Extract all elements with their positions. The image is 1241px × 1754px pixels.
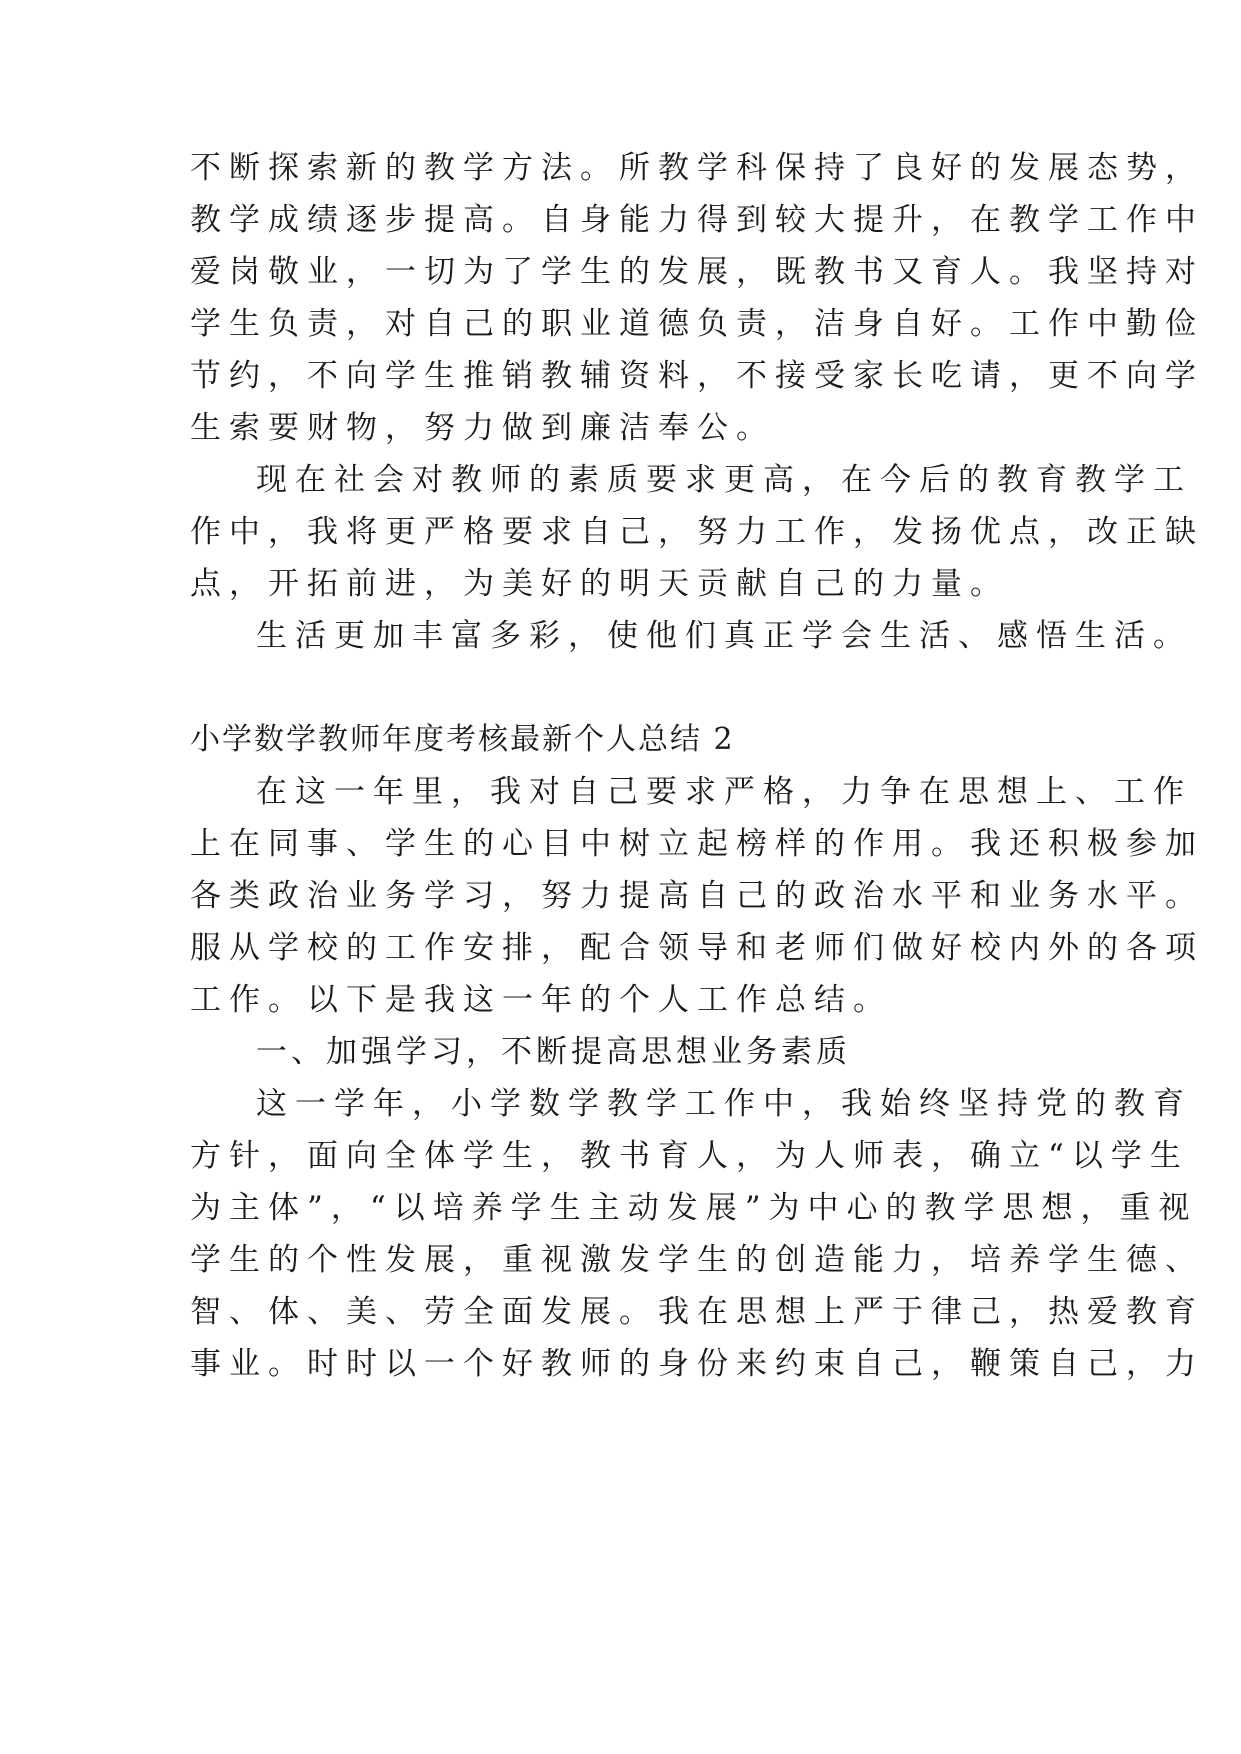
paragraph-line: 不断探索新的教学方法。所教学科保持了良好的发展态势， (190, 150, 1204, 186)
paragraph-line: 方针，面向全体学生，教书育人，为人师表，确立“以学生 (190, 1138, 1189, 1174)
paragraph-line: 智、体、美、劳全面发展。我在思想上严于律己，热爱教育 (190, 1294, 1204, 1330)
paragraph-line: 服从学校的工作安排，配合领导和老师们做好校内外的各项 (190, 930, 1204, 966)
paragraph-line: 事业。时时以一个好教师的身份来约束自己，鞭策自己，力 (190, 1346, 1204, 1382)
paragraph-line: 教学成绩逐步提高。自身能力得到较大提升，在教学工作中 (190, 202, 1204, 238)
paragraph-line: 点，开拓前进，为美好的明天贡献自己的力量。 (190, 566, 1009, 602)
paragraph-line: 上在同事、学生的心目中树立起榜样的作用。我还积极参加 (190, 826, 1204, 862)
paragraph-line: 生活更加丰富多彩，使他们真正学会生活、感悟生活。 (256, 618, 1192, 654)
paragraph-line: 作中，我将更严格要求自己，努力工作，发扬优点，改正缺 (190, 514, 1204, 550)
paragraph-line: 学生的个性发展，重视激发学生的创造能力，培养学生德、 (190, 1242, 1204, 1278)
paragraph-line: 为主体”，“以培养学生主动发展”为中心的教学思想，重视 (190, 1190, 1198, 1226)
paragraph-line: 节约，不向学生推销教辅资料，不接受家长吃请，更不向学 (190, 358, 1204, 394)
paragraph-line: 生索要财物，努力做到廉洁奉公。 (190, 410, 775, 446)
paragraph-line: 在这一年里，我对自己要求严格，力争在思想上、工作 (256, 774, 1192, 810)
paragraph-line: 爱岗敬业，一切为了学生的发展，既教书又育人。我坚持对 (190, 254, 1204, 290)
subheading: 一、加强学习，不断提高思想业务素质 (256, 1034, 851, 1070)
paragraph-line: 学生负责，对自己的职业道德负责，洁身自好。工作中勤俭 (190, 306, 1204, 342)
paragraph-line: 各类政治业务学习，努力提高自己的政治水平和业务水平。 (190, 878, 1204, 914)
paragraph-line: 工作。以下是我这一年的个人工作总结。 (190, 982, 892, 1018)
paragraph-line: 现在社会对教师的素质要求更高，在今后的教育教学工 (256, 462, 1192, 498)
paragraph-line: 这一学年，小学数学教学工作中，我始终坚持党的教育 (256, 1086, 1192, 1122)
section-title: 小学数学教师年度考核最新个人总结 2 (190, 722, 735, 757)
